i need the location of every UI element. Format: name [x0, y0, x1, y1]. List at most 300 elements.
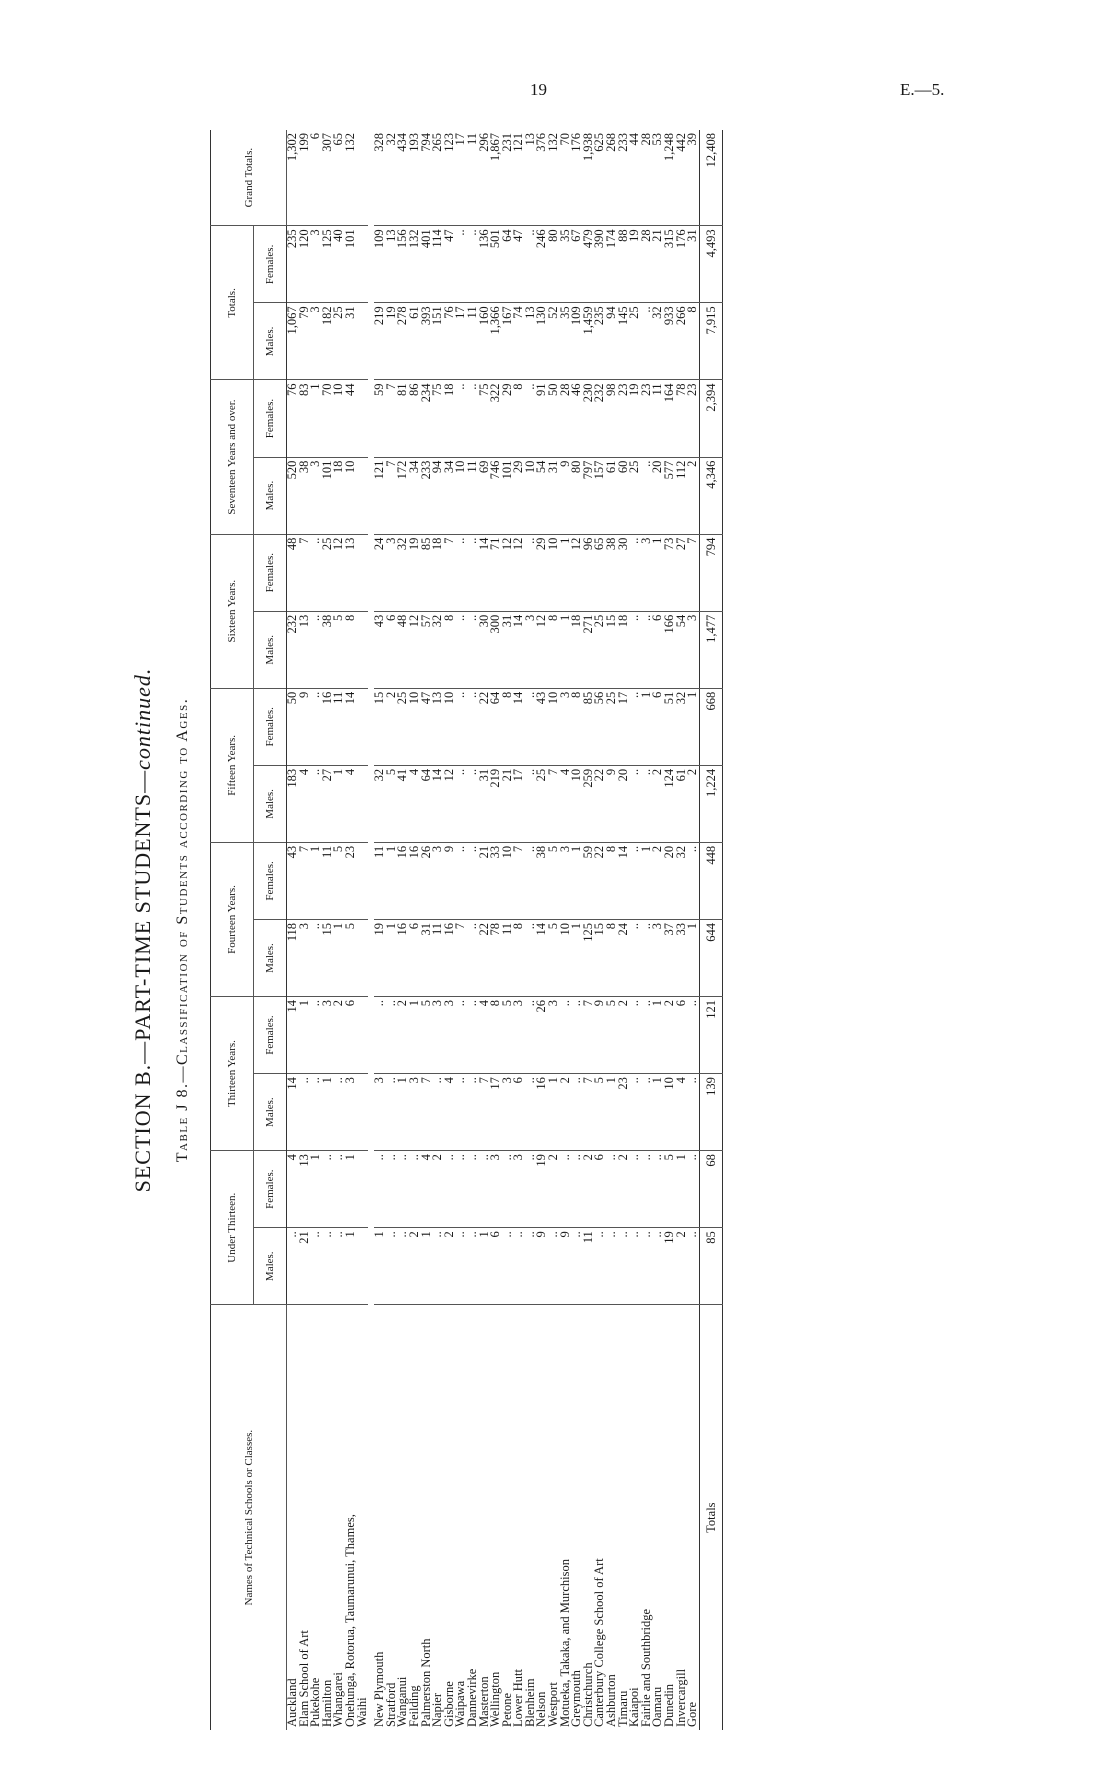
- table-cell: ..: [455, 611, 467, 688]
- table-cell: 44: [345, 380, 357, 457]
- table-cell: 38: [299, 457, 311, 534]
- table-cell: 1: [409, 997, 421, 1074]
- group-header: Sixteen Years.: [211, 534, 254, 688]
- group-header: Fifteen Years.: [211, 688, 254, 842]
- table-cell: [357, 842, 372, 919]
- table-cell: 10: [345, 457, 357, 534]
- table-row: [536, 130, 548, 1730]
- table-cell: 8: [513, 919, 525, 996]
- table-cell: 67: [571, 226, 583, 303]
- table-cell: ..: [455, 226, 467, 303]
- table-cell: 14: [479, 534, 491, 611]
- table-cell: ..: [571, 997, 583, 1074]
- table-cell: 3: [299, 919, 311, 996]
- school-name: Onehunga, Rotorua, Taumarunui, Thames,: [342, 1514, 357, 1727]
- table-cell: 3: [409, 1074, 421, 1151]
- table-cell: 315: [664, 226, 676, 303]
- totals-cell: 139: [699, 1074, 722, 1151]
- table-cell: 31: [479, 765, 491, 842]
- table-cell: 10: [560, 919, 572, 996]
- table-cell: 19: [409, 534, 421, 611]
- school-name: Wanganui: [395, 1676, 410, 1727]
- table-row: [629, 130, 641, 1730]
- table-cell: ..: [467, 226, 479, 303]
- table-cell: 20: [652, 457, 664, 534]
- table-cell: 2: [652, 765, 664, 842]
- males-subheader: Males.: [254, 1228, 287, 1305]
- table-cell: 11: [467, 457, 479, 534]
- table-cell: ..: [467, 611, 479, 688]
- school-name: Canterbury College School of Art: [592, 1558, 607, 1727]
- table-cell: 174: [606, 226, 618, 303]
- table-cell: 16: [444, 919, 456, 996]
- table-cell: 5: [502, 997, 514, 1074]
- table-cell: 29: [513, 457, 525, 534]
- table-cell: 6: [594, 1151, 606, 1228]
- table-cell: 91: [536, 380, 548, 457]
- males-subheader: Males.: [254, 457, 287, 534]
- table-cell: 40: [333, 226, 345, 303]
- table-cell: 98: [606, 380, 618, 457]
- table-cell: 25: [629, 303, 641, 380]
- table-cell: 3: [444, 997, 456, 1074]
- table-cell: 38: [536, 842, 548, 919]
- table-cell: 14: [345, 688, 357, 765]
- table-cell: 80: [548, 226, 560, 303]
- table-cell: 8: [345, 611, 357, 688]
- table-cell: 23: [618, 380, 630, 457]
- totals-cell: 2,394: [699, 380, 722, 457]
- table-cell: 2: [664, 997, 676, 1074]
- table-cell: ..: [687, 1228, 699, 1305]
- table-cell: 71: [490, 534, 502, 611]
- table-cell: 1: [652, 997, 664, 1074]
- table-cell: 3: [641, 534, 653, 611]
- table-cell: 64: [421, 765, 433, 842]
- females-subheader: Females.: [254, 534, 287, 611]
- table-cell: 7: [583, 997, 595, 1074]
- table-cell: 22: [479, 919, 491, 996]
- table-cell: 11: [467, 130, 479, 226]
- table-cell: ..: [502, 1228, 514, 1305]
- table-cell: 232: [594, 380, 606, 457]
- table-row: [333, 130, 345, 1730]
- table-cell: 14: [513, 611, 525, 688]
- table-cell: 4: [287, 1151, 299, 1228]
- table-cell: 47: [444, 226, 456, 303]
- table-cell: ..: [432, 1074, 444, 1151]
- table-cell: 6: [490, 1228, 502, 1305]
- table-cell: ..: [467, 842, 479, 919]
- table-cell: 268: [606, 130, 618, 226]
- table-cell: 132: [345, 130, 357, 226]
- table-cell: 2: [618, 1151, 630, 1228]
- table-cell: 5: [548, 842, 560, 919]
- table-cell: 114: [432, 226, 444, 303]
- table-cell: 32: [432, 611, 444, 688]
- table-cell: 9: [299, 688, 311, 765]
- table-cell: 4: [479, 997, 491, 1074]
- table-cell: 3: [310, 303, 322, 380]
- table-row: [594, 130, 606, 1730]
- table-cell: 265: [432, 130, 444, 226]
- table-cell: [357, 1151, 372, 1228]
- table-cell: 7: [548, 765, 560, 842]
- table-cell: ..: [455, 688, 467, 765]
- table-cell: 3: [371, 1074, 386, 1151]
- table-cell: ..: [513, 1228, 525, 1305]
- table-cell: ..: [432, 1228, 444, 1305]
- table-cell: 19: [664, 1228, 676, 1305]
- table-cell: 376: [536, 130, 548, 226]
- table-row: [641, 130, 653, 1730]
- table-cell: 15: [606, 611, 618, 688]
- school-name: Timaru: [615, 1690, 630, 1727]
- table-cell: 8: [490, 997, 502, 1074]
- totals-cell: 7,915: [699, 303, 722, 380]
- table-cell: 2: [618, 997, 630, 1074]
- table-cell: 2: [676, 1228, 688, 1305]
- table-cell: 60: [618, 457, 630, 534]
- table-cell: 3: [513, 1151, 525, 1228]
- table-cell: ..: [322, 1228, 334, 1305]
- table-cell: 13: [525, 303, 537, 380]
- table-cell: ..: [455, 1074, 467, 1151]
- totals-cell: 4,346: [699, 457, 722, 534]
- table-row: [322, 130, 334, 1730]
- table-cell: 1: [571, 919, 583, 996]
- table-cell: 259: [583, 765, 595, 842]
- table-row: [397, 130, 409, 1730]
- table-row: [560, 130, 572, 1730]
- table-cell: 7: [583, 1074, 595, 1151]
- table-cell: 7: [421, 1074, 433, 1151]
- table-cell: ..: [641, 1151, 653, 1228]
- table-cell: 10: [444, 688, 456, 765]
- school-name: Kaiapoi: [627, 1687, 642, 1727]
- table-cell: 10: [548, 688, 560, 765]
- table-cell: 10: [548, 534, 560, 611]
- table-cell: ..: [641, 1228, 653, 1305]
- table-cell: ..: [652, 1151, 664, 1228]
- table-cell: ..: [386, 1151, 398, 1228]
- table-cell: 33: [490, 842, 502, 919]
- table-cell: 59: [583, 842, 595, 919]
- table-cell: ..: [287, 1228, 299, 1305]
- table-cell: ..: [455, 765, 467, 842]
- table-cell: 31: [687, 226, 699, 303]
- table-cell: 109: [571, 303, 583, 380]
- table-cell: 118: [287, 919, 299, 996]
- table-cell: 32: [386, 130, 398, 226]
- table-cell: [357, 1074, 372, 1151]
- table-cell: ..: [479, 1151, 491, 1228]
- table-cell: 8: [606, 842, 618, 919]
- table-cell: 74: [513, 303, 525, 380]
- table-cell: ..: [455, 1228, 467, 1305]
- totals-cell: 68: [699, 1151, 722, 1228]
- table-cell: 14: [536, 919, 548, 996]
- table-cell: 3: [513, 997, 525, 1074]
- totals-cell: 121: [699, 997, 722, 1074]
- table-cell: 80: [571, 457, 583, 534]
- table-cell: ..: [455, 1151, 467, 1228]
- table-cell: 52: [548, 303, 560, 380]
- table-cell: 34: [409, 457, 421, 534]
- table-cell: ..: [525, 534, 537, 611]
- table-cell: 23: [618, 1074, 630, 1151]
- table-cell: 393: [421, 303, 433, 380]
- table-cell: 11: [432, 919, 444, 996]
- table-cell: 183: [287, 765, 299, 842]
- table-cell: 219: [490, 765, 502, 842]
- table-cell: 322: [490, 380, 502, 457]
- table-cell: 10: [409, 688, 421, 765]
- table-cell: ..: [629, 534, 641, 611]
- table-row: [513, 130, 525, 1730]
- table-cell: 2: [386, 688, 398, 765]
- table-cell: 16: [397, 842, 409, 919]
- school-name: Ashburton: [604, 1674, 619, 1727]
- table-cell: 6: [676, 997, 688, 1074]
- rotated-content: [130, 130, 970, 1730]
- table-cell: 124: [664, 765, 676, 842]
- table-cell: 22: [594, 765, 606, 842]
- table-cell: 1: [606, 1074, 618, 1151]
- table-cell: ..: [455, 842, 467, 919]
- table-cell: 1: [386, 842, 398, 919]
- table-cell: 8: [606, 919, 618, 996]
- table-cell: 75: [479, 380, 491, 457]
- table-cell: 8: [513, 380, 525, 457]
- table-cell: [357, 534, 372, 611]
- table-cell: 1: [345, 1228, 357, 1305]
- table-cell: 1: [386, 919, 398, 996]
- table-cell: 18: [444, 380, 456, 457]
- school-name: Feilding: [406, 1685, 421, 1727]
- table-cell: 167: [502, 303, 514, 380]
- table-cell: 18: [432, 534, 444, 611]
- table-row: [618, 130, 630, 1730]
- table-cell: 3: [310, 457, 322, 534]
- table-cell: 577: [664, 457, 676, 534]
- table-cell: ..: [467, 534, 479, 611]
- table-cell: 11: [467, 303, 479, 380]
- table-cell: 132: [409, 226, 421, 303]
- table-cell: 19: [386, 303, 398, 380]
- table-cell: ..: [571, 1074, 583, 1151]
- table-cell: 16: [322, 688, 334, 765]
- table-cell: ..: [310, 1228, 322, 1305]
- table-cell: ..: [525, 842, 537, 919]
- table-cell: 16: [397, 919, 409, 996]
- table-cell: 442: [676, 130, 688, 226]
- table-cell: ..: [409, 1151, 421, 1228]
- table-cell: 27: [322, 765, 334, 842]
- table-cell: 3: [687, 611, 699, 688]
- school-name: Greymouth: [569, 1670, 584, 1727]
- table-cell: 101: [502, 457, 514, 534]
- page-number: 19: [530, 80, 547, 99]
- table-cell: 4: [444, 1074, 456, 1151]
- table-cell: 54: [536, 457, 548, 534]
- table-cell: 176: [571, 130, 583, 226]
- table-cell: [357, 611, 372, 688]
- table-row: [357, 130, 372, 1730]
- table-cell: 94: [606, 303, 618, 380]
- table-cell: 6: [345, 997, 357, 1074]
- group-header: Seventeen Years and over.: [211, 380, 254, 534]
- table-cell: 25: [536, 765, 548, 842]
- table-cell: ..: [467, 997, 479, 1074]
- table-cell: 1: [333, 765, 345, 842]
- table-cell: 794: [421, 130, 433, 226]
- table-cell: ..: [397, 1228, 409, 1305]
- table-cell: 39: [687, 130, 699, 226]
- table-cell: 5: [421, 997, 433, 1074]
- table-cell: 28: [641, 130, 653, 226]
- table-cell: 31: [421, 919, 433, 996]
- table-cell: 1: [397, 1074, 409, 1151]
- table-cell: 23: [641, 380, 653, 457]
- table-cell: 65: [594, 534, 606, 611]
- table-cell: 27: [676, 534, 688, 611]
- totals-label: Totals: [699, 1305, 722, 1730]
- table-cell: ..: [629, 611, 641, 688]
- table-cell: 1: [687, 919, 699, 996]
- table-cell: 231: [502, 130, 514, 226]
- table-cell: ..: [525, 919, 537, 996]
- table-cell: 13: [432, 688, 444, 765]
- table-cell: 6: [310, 130, 322, 226]
- table-cell: ..: [629, 842, 641, 919]
- table-cell: ..: [455, 380, 467, 457]
- table-cell: 1: [560, 534, 572, 611]
- table-cell: 5: [594, 1074, 606, 1151]
- table-cell: 5: [345, 919, 357, 996]
- table-cell: 1: [571, 842, 583, 919]
- totals-cell: 668: [699, 688, 722, 765]
- table-cell: ..: [641, 1074, 653, 1151]
- table-cell: 12: [502, 534, 514, 611]
- table-cell: 20: [618, 765, 630, 842]
- table-cell: 1: [560, 611, 572, 688]
- table-cell: ..: [629, 765, 641, 842]
- table-cell: 53: [652, 130, 664, 226]
- totals-cell: 1,477: [699, 611, 722, 688]
- table-cell: 271: [583, 611, 595, 688]
- table-cell: ..: [310, 997, 322, 1074]
- table-row: [345, 130, 357, 1730]
- table-cell: 164: [664, 380, 676, 457]
- table-cell: 30: [618, 534, 630, 611]
- table-cell: [357, 226, 372, 303]
- table-cell: ..: [386, 1074, 398, 1151]
- table-cell: 1: [652, 1074, 664, 1151]
- table-cell: ..: [548, 1228, 560, 1305]
- school-name: Waihi: [354, 1697, 369, 1727]
- table-cell: 1,867: [490, 130, 502, 226]
- table-cell: 43: [371, 611, 386, 688]
- table-cell: 3: [490, 1151, 502, 1228]
- table-cell: 69: [479, 457, 491, 534]
- totals-cell: 1,224: [699, 765, 722, 842]
- table-cell: 32: [652, 303, 664, 380]
- table-cell: 6: [386, 611, 398, 688]
- table-cell: 7: [299, 534, 311, 611]
- table-row: [676, 130, 688, 1730]
- table-cell: 2: [432, 1151, 444, 1228]
- table-cell: ..: [444, 1151, 456, 1228]
- grand-totals-header: Grand Totals.: [211, 130, 287, 226]
- table-cell: 797: [583, 457, 595, 534]
- table-cell: 26: [421, 842, 433, 919]
- table-cell: 18: [618, 611, 630, 688]
- table-cell: 136: [479, 226, 491, 303]
- table-cell: ..: [310, 1074, 322, 1151]
- table-cell: 6: [652, 611, 664, 688]
- table-cell: 233: [421, 457, 433, 534]
- table-cell: 1: [641, 842, 653, 919]
- table-cell: [357, 457, 372, 534]
- table-cell: 2: [409, 1228, 421, 1305]
- table-cell: 1,366: [490, 303, 502, 380]
- school-name: Pukekohe: [308, 1677, 323, 1727]
- school-name: Masterton: [476, 1676, 491, 1727]
- table-cell: 11: [322, 842, 334, 919]
- females-subheader: Females.: [254, 997, 287, 1074]
- table-cell: 26: [536, 997, 548, 1074]
- table-row: [371, 130, 386, 1730]
- table-cell: 9: [594, 997, 606, 1074]
- table-cell: 73: [664, 534, 676, 611]
- table-cell: 182: [322, 303, 334, 380]
- table-cell: ..: [455, 997, 467, 1074]
- table-cell: 31: [502, 611, 514, 688]
- table-cell: 32: [676, 688, 688, 765]
- table-cell: ..: [525, 1228, 537, 1305]
- table-cell: 28: [560, 380, 572, 457]
- table-row: [287, 130, 299, 1730]
- table-cell: ..: [641, 765, 653, 842]
- table-cell: 50: [548, 380, 560, 457]
- table-cell: 8: [548, 611, 560, 688]
- table-cell: 25: [333, 303, 345, 380]
- table-cell: 14: [513, 688, 525, 765]
- table-cell: ..: [652, 1228, 664, 1305]
- table-cell: ..: [371, 1151, 386, 1228]
- table-cell: 2: [583, 1151, 595, 1228]
- table-cell: 6: [513, 1074, 525, 1151]
- table-cell: 4: [409, 765, 421, 842]
- table-cell: ..: [310, 611, 322, 688]
- table-cell: ..: [641, 919, 653, 996]
- table-cell: 30: [479, 611, 491, 688]
- table-cell: 78: [490, 919, 502, 996]
- females-subheader: Females.: [254, 380, 287, 457]
- school-name: Waipawa: [453, 1680, 468, 1727]
- table-cell: 28: [641, 226, 653, 303]
- table-cell: 11: [371, 842, 386, 919]
- table-cell: 79: [299, 303, 311, 380]
- school-name: Auckland: [285, 1678, 299, 1727]
- table-cell: 78: [676, 380, 688, 457]
- table-cell: 3: [322, 997, 334, 1074]
- table-cell: 15: [322, 919, 334, 996]
- table-cell: 33: [676, 919, 688, 996]
- table-cell: ..: [467, 919, 479, 996]
- table-cell: ..: [525, 765, 537, 842]
